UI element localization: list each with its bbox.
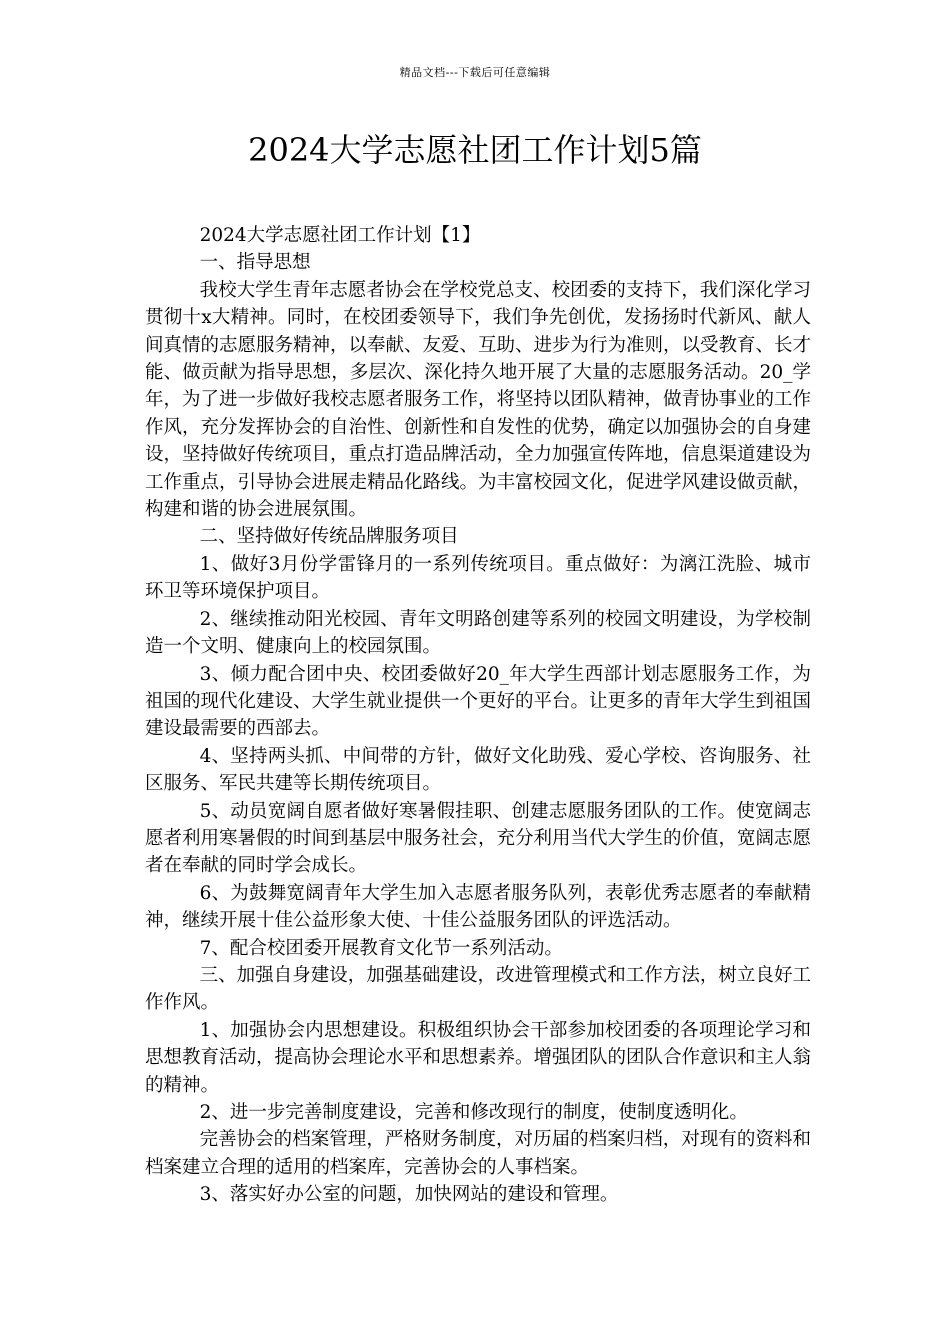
section-heading: 2024大学志愿社团工作计划【1】 [199, 225, 481, 246]
list-item: 2、继续推动阳光校园、青年文明路创建等系列的校园文明建设，为学校制造一个文明、健康向上的校园氛围。 [145, 608, 811, 658]
paragraph: 完善协会的档案管理，严格财务制度，对历届的档案归档，对现有的资料和档案建立合理的适用的档案库，完善协会的人事档案。 [145, 1129, 811, 1178]
list-item: 1、做好3月份学雷锋月的一系列传统项目。重点做好：为漓江洗脸、城市环卫等环境保护项目。 [145, 553, 811, 603]
subheading: 三、加强自身建设，加强基础建设，改进管理模式和工作方法，树立良好工作作风。 [145, 964, 811, 1014]
list-item: 2、进一步完善制度建设，完善和修改现行的制度，使制度透明化。 [199, 1102, 748, 1123]
subheading: 一、指导思想 [199, 252, 311, 274]
paragraph: 我校大学生青年志愿者协会在学校党总支、校团委的支持下，我们深化学习贯彻十x大精神。同时，在校团委领导下，我们争先创优，发扬扬时代新风、献人间真情的志愿服务精神，以奉献、友爱、互助、进步为行为准则，以受教育、长才能、做贡献为指导思想，多层次、深化持久地开展了大量的志愿服务活动。20_学年，为了进一步做好我校志愿者服务工作，将坚持以团队精神，做青协事业的工作作风，充分发挥协会的自治性、创新性和自发性的优势，确定以加强协会的自身建设，坚持做好传统项目，重点打造品牌活动，全力加强宣传阵地，信息渠道建设为工作重点，引导协会进展走精品化路线。为丰富校园文化，促进学风建设做贡献，构建和谐的协会进展氛围。 [145, 279, 812, 521]
list-item: 5、动员宽阔自愿者做好寒暑假挂职、创建志愿服务团队的工作。使宽阔志愿者利用寒暑假的时间到基层中服务社会，充分利用当代大学生的价值，宽阔志愿者在奉献的同时学会成长。 [145, 800, 812, 877]
list-item: 1、加强协会内思想建设。积极组织协会干部参加校团委的各项理论学习和思想教育活动，提高协会理论水平和思想素养。增强团队的团队合作意识和主人翁的精神。 [145, 1019, 812, 1096]
list-item: 3、倾力配合团中央、校团委做好20_年大学生西部计划志愿服务工作，为祖国的现代化建设、大学生就业提供一个更好的平台。让更多的青年大学生到祖国建设最需要的西部去。 [145, 663, 812, 740]
subheading: 二、坚持做好传统品牌服务项目 [199, 526, 459, 548]
list-item: 6、为鼓舞宽阔青年大学生加入志愿者服务队列，表彰优秀志愿者的奉献精神，继续开展十佳公益形象大使、十佳公益服务团队的评选活动。 [145, 882, 811, 932]
list-item: 7、配合校团委开展教育文化节一系列活动。 [199, 937, 563, 959]
document-body [145, 222, 811, 1209]
list-item: 3、落实好办公室的问题，加快网站的建设和管理。 [199, 1184, 619, 1206]
list-item: 4、坚持两头抓、中间带的方针，做好文化助残、爱心学校、咨询服务、社区服务、军民共建等长期传统项目。 [145, 745, 811, 795]
document-title: 2024大学志愿社团工作计划5篇 [248, 131, 702, 169]
page-header-note: 精品文档---下载后可任意编辑 [399, 66, 551, 79]
